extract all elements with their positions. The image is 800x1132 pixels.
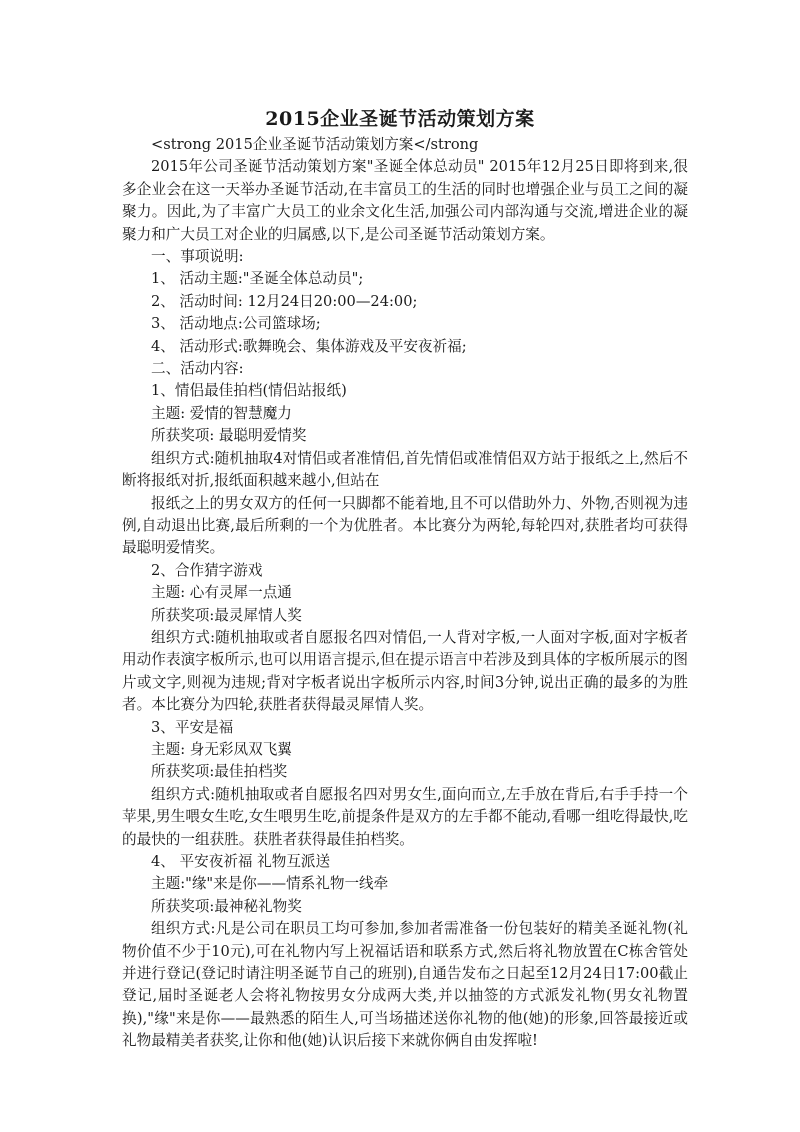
paragraph: 组织方式:随机抽取4对情侣或者准情侣,首先情侣或准情侣双方站于报纸之上,然后不断将报纸对折,报纸面积越来越小,但站在: [122, 449, 688, 490]
paragraph: 主题:"缘"来是你——情系礼物一线牵: [151, 875, 389, 893]
paragraph: 主题: 爱情的智慧魔力: [151, 404, 292, 422]
section-heading: 二、活动内容:: [151, 360, 244, 378]
paragraph: 所获奖项: 最聪明爱情奖: [151, 427, 307, 445]
list-item: 1、 活动主题:"圣诞全体总动员";: [151, 270, 364, 288]
activity-heading: 2、合作猜字游戏: [151, 561, 263, 579]
paragraph: 组织方式:随机抽取或者自愿报名四对情侣,一人背对字板,一人面对字板,面对字板者用动作表演字板所示,也可以用语言提示,但在提示语言中若涉及到具体的字板所展示的图片或文字,则视为违规;背对字板者说出字板所示内容,时间3分钟,说出正确的最多的为胜者。本比赛分为四轮,获胜者获得最灵犀情人奖。: [122, 628, 688, 714]
paragraph: 所获奖项:最佳拍档奖: [151, 763, 288, 781]
paragraph: 所获奖项:最灵犀情人奖: [151, 606, 302, 624]
paragraph: 报纸之上的男女双方的任何一只脚都不能着地,且不可以借助外力、外物,否则视为违例,自动退出比赛,最后所剩的一个为优胜者。本比赛分为两轮,每轮四对,获胜者均可获得最聪明爱情奖。: [122, 494, 688, 557]
document-title: 2015企业圣诞节活动策划方案: [265, 108, 535, 130]
paragraph: 所获奖项:最神秘礼物奖: [151, 897, 302, 915]
list-item: 4、 活动形式:歌舞晚会、集体游戏及平安夜祈福;: [151, 337, 467, 355]
paragraph: 组织方式:凡是公司在职员工均可参加,参加者需准备一份包装好的精美圣诞礼物(礼物价值不少于10元),可在礼物内写上祝福话语和联系方式,然后将礼物放置在C栋舍管处并进行登记(登记时请注明圣诞节自己的班别),自通告发布之日起至12月24日17:00截止登记,届时圣诞老人会将礼物按男女分成两大类,并以抽签的方式派发礼物(男女礼物置换),"缘"来是你——最熟悉的陌生人,可当场描述送你礼物的他(她)的形象,回答最接近或礼物最精美者获奖,让你和他(她)认识后接下来就你俩自由发挥啦!: [122, 920, 688, 1050]
document-body: [122, 134, 688, 1053]
section-heading: 一、事项说明:: [151, 248, 244, 266]
paragraph: 组织方式:随机抽取或者自愿报名四对男女生,面向而立,左手放在背后,右手手持一个苹果,男生喂女生吃,女生喂男生吃,前提条件是双方的左手都不能动,看哪一组吃得最快,吃的最快的一组获胜。获胜者获得最佳拍档奖。: [122, 785, 688, 848]
paragraph: 主题: 身无彩凤双飞翼: [151, 740, 292, 758]
list-item: 3、 活动地点:公司篮球场;: [151, 315, 321, 333]
activity-heading: 1、情侣最佳拍档(情侣站报纸): [151, 382, 347, 400]
paragraph: <strong 2015企业圣诞节活动策划方案</strong: [151, 136, 479, 153]
activity-heading: 3、平安是福: [151, 718, 234, 736]
paragraph: 2015年公司圣诞节活动策划方案"圣诞全体总动员" 2015年12月25日即将到来,很多企业会在这一天举办圣诞节活动,在丰富员工的生活的同时也增强企业与员工之间的凝聚力。因此,为了丰富广大员工的业余文化生活,加强公司内部沟通与交流,增进企业的凝聚力和广大员工对企业的归属感,以下,是公司圣诞节活动策划方案。: [122, 158, 688, 243]
activity-heading: 4、 平安夜祈福 礼物互派送: [151, 853, 331, 870]
list-item: 2、 活动时间: 12月24日20:00—24:00;: [151, 292, 418, 310]
paragraph: 主题: 心有灵犀一点通: [151, 584, 292, 602]
